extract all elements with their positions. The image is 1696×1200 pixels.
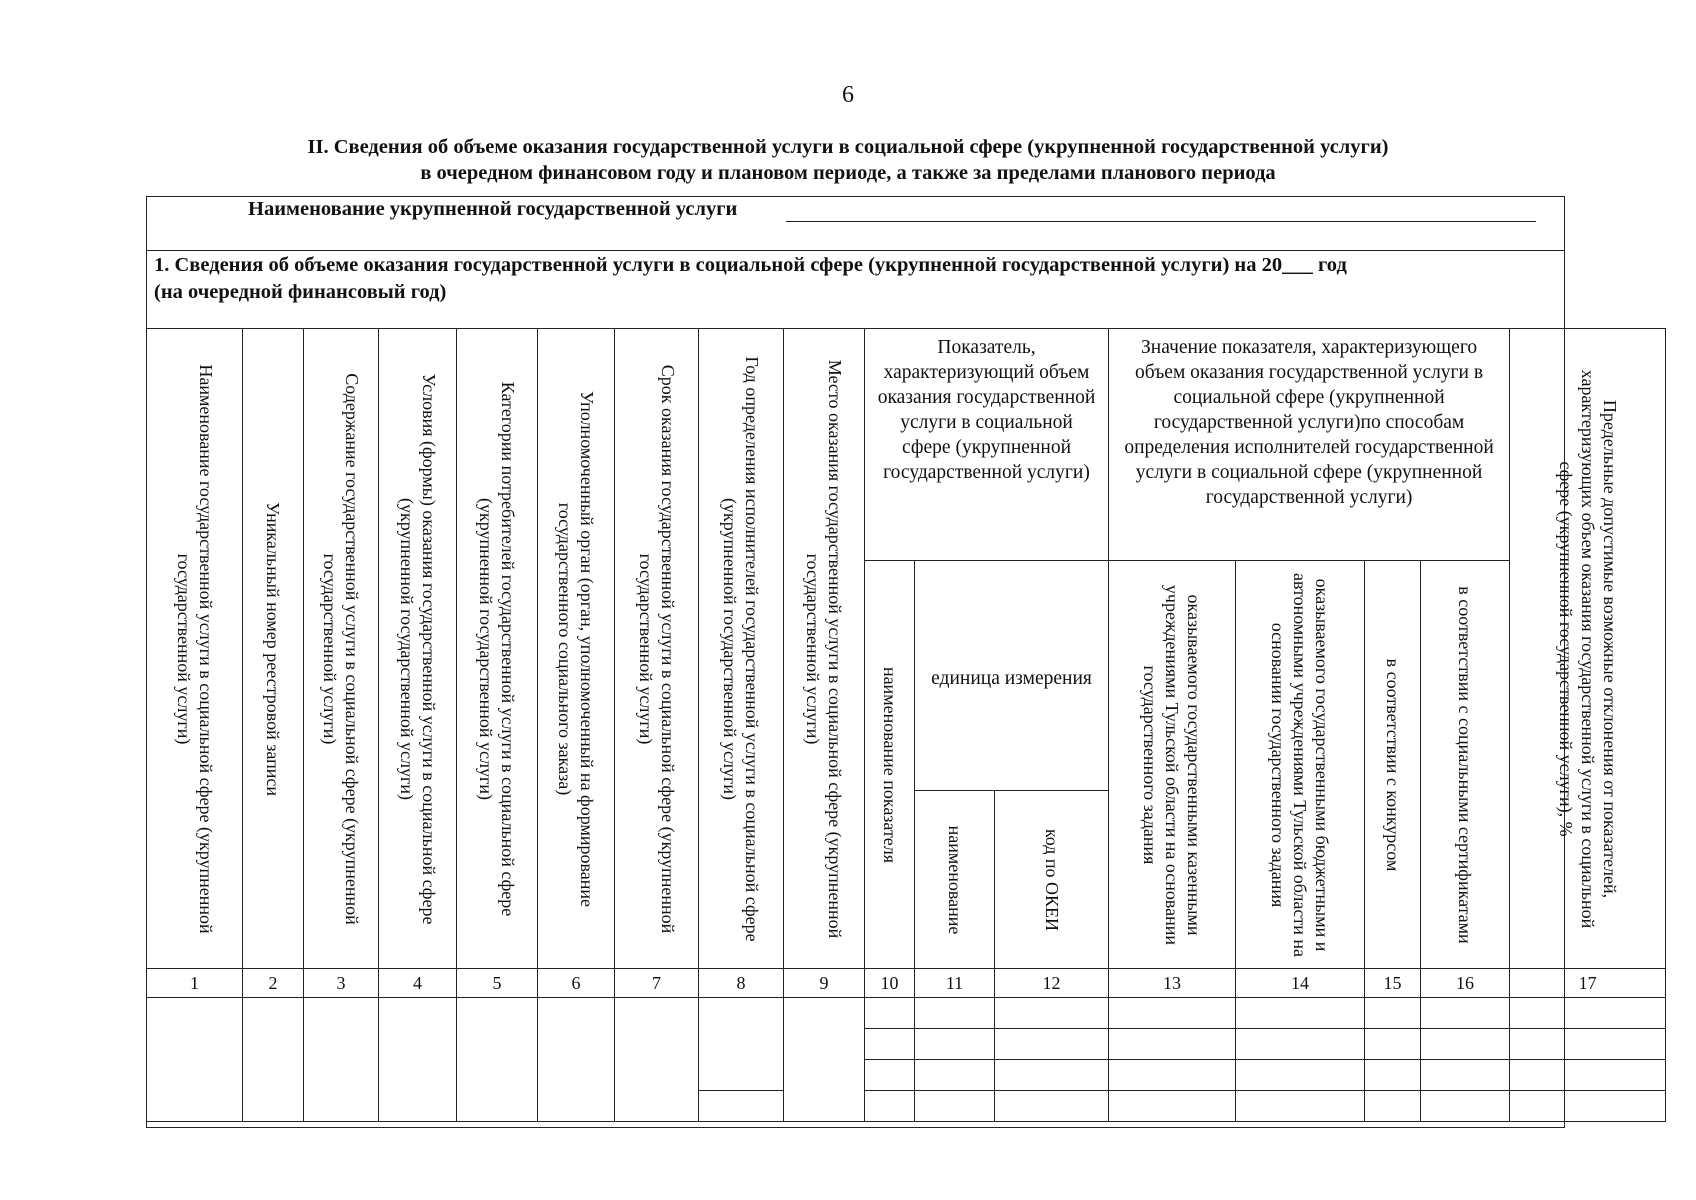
volume-table xyxy=(146,328,1666,1122)
column-number: 17 xyxy=(1510,969,1666,998)
data-cell[interactable] xyxy=(1109,998,1236,1029)
col-header-indicator-name: наименование показателя xyxy=(865,561,915,969)
col-group-indicator-value: Значение показателя, характеризующего объем оказания государственной услуги в социальной сфере (укрупненной государственной услуги)по способам определения исполнителей государственной услуги в социальной сфере (укрупненной государственной услуги) xyxy=(1109,329,1510,561)
data-cell[interactable] xyxy=(995,1029,1109,1060)
data-cell[interactable] xyxy=(1510,1060,1666,1091)
col-header-service-term: Срок оказания государственной услуги в социальной сфере (укрупненной государственной услуги) xyxy=(615,329,699,969)
data-cell[interactable] xyxy=(1109,1060,1236,1091)
column-number-row xyxy=(147,969,1666,998)
data-cell[interactable] xyxy=(915,1091,995,1122)
column-number: 8 xyxy=(699,969,784,998)
data-cell[interactable] xyxy=(1236,1029,1365,1060)
data-cell[interactable] xyxy=(865,1029,915,1060)
column-number: 3 xyxy=(304,969,379,998)
column-number: 12 xyxy=(995,969,1109,998)
data-cell[interactable] xyxy=(915,1060,995,1091)
col-header-authorized-body: Уполномоченный орган (орган, уполномоченный на формирование государственного социального заказа) xyxy=(538,329,615,969)
column-number: 9 xyxy=(784,969,865,998)
column-number: 1 xyxy=(147,969,243,998)
column-number: 7 xyxy=(615,969,699,998)
subsection-heading-line-1: 1. Сведения об объеме оказания государственной услуги в социальной сфере (укрупненной государственной услуги) на 20___ год xyxy=(154,254,1347,276)
subsection-heading xyxy=(154,252,1554,306)
data-cell[interactable] xyxy=(915,998,995,1029)
col-header-by-tender: в соответствии с конкурсом xyxy=(1365,561,1421,969)
col-group-unit: единица измерения xyxy=(915,561,1109,791)
data-cell[interactable] xyxy=(1421,998,1510,1029)
data-cell[interactable] xyxy=(1510,1029,1666,1060)
service-name-blank-line[interactable] xyxy=(786,221,1536,222)
col-header-service-place: Место оказания государственной услуги в социальной сфере (укрупненной государственной услуги) xyxy=(784,329,865,969)
data-cell[interactable] xyxy=(1510,998,1666,1029)
data-cell[interactable] xyxy=(865,1091,915,1122)
data-cell[interactable] xyxy=(915,1029,995,1060)
data-cell[interactable] xyxy=(1365,1091,1421,1122)
col-header-consumer-categories: Категории потребителей государственной услуги в социальной сфере (укрупненной государственной услуги) xyxy=(457,329,538,969)
data-cell[interactable] xyxy=(699,998,784,1091)
table-row xyxy=(147,998,1666,1029)
data-cell[interactable] xyxy=(243,998,304,1122)
data-cell[interactable] xyxy=(1365,1060,1421,1091)
page-number: 6 xyxy=(842,82,854,108)
column-number: 10 xyxy=(865,969,915,998)
data-cell[interactable] xyxy=(1510,1091,1666,1122)
col-header-state-institutions: оказываемого государственными казенными учреждениями Тульской области на основании государственного задания xyxy=(1109,561,1236,969)
data-cell[interactable] xyxy=(1421,1060,1510,1091)
col-header-unit-name: наименование xyxy=(915,791,995,969)
data-cell[interactable] xyxy=(1421,1029,1510,1060)
subsection-heading-line-2: (на очередной финансовый год) xyxy=(154,281,447,303)
col-header-budget-institutions: оказываемого государственными бюджетными и автономными учреждениями Тульской области на основании государственного задания xyxy=(1236,561,1365,969)
service-name-row xyxy=(146,196,1565,251)
section-title xyxy=(0,134,1696,186)
data-cell[interactable] xyxy=(995,1060,1109,1091)
col-header-okei-code: код по ОКЕИ xyxy=(995,791,1109,969)
data-cell[interactable] xyxy=(1109,1091,1236,1122)
data-cell[interactable] xyxy=(304,998,379,1122)
col-group-indicator: Показатель, характеризующий объем оказания государственной услуги в социальной сфере (укрупненной государственной услуги) xyxy=(865,329,1109,561)
data-cell[interactable] xyxy=(1421,1091,1510,1122)
data-cell[interactable] xyxy=(865,998,915,1029)
data-cell[interactable] xyxy=(1236,998,1365,1029)
data-cell[interactable] xyxy=(1236,1060,1365,1091)
data-cell[interactable] xyxy=(1109,1029,1236,1060)
col-header-by-certificates: в соответствии с социальными сертификатами xyxy=(1421,561,1510,969)
column-number: 6 xyxy=(538,969,615,998)
data-cell[interactable] xyxy=(1365,998,1421,1029)
col-header-allowed-deviation: Предельные допустимые возможные отклонения от показателей, характеризующих объем оказания государственной услуги в социальной сфере (укрупненной государственной услуги), % xyxy=(1510,329,1666,969)
column-number: 13 xyxy=(1109,969,1236,998)
column-number: 16 xyxy=(1421,969,1510,998)
data-cell[interactable] xyxy=(995,1091,1109,1122)
section-title-line-2: в очередном финансовом году и плановом периоде, а также за пределами планового периода xyxy=(420,162,1276,184)
data-cell[interactable] xyxy=(1365,1029,1421,1060)
data-cell[interactable] xyxy=(699,1091,784,1122)
column-number: 2 xyxy=(243,969,304,998)
data-cell[interactable] xyxy=(784,998,865,1122)
col-header-service-name: Наименование государственной услуги в социальной сфере (укрупненной государственной услуги) xyxy=(147,329,243,969)
section-title-line-1: II. Сведения об объеме оказания государственной услуги в социальной сфере (укрупненной государственной услуги) xyxy=(307,136,1389,158)
data-cell[interactable] xyxy=(538,998,615,1122)
column-number: 11 xyxy=(915,969,995,998)
data-cell[interactable] xyxy=(615,998,699,1122)
col-header-registry-number: Уникальный номер реестровой записи xyxy=(243,329,304,969)
data-cell[interactable] xyxy=(147,998,243,1122)
service-name-label: Наименование укрупненной государственной услуги xyxy=(248,198,738,220)
column-number: 5 xyxy=(457,969,538,998)
column-number: 4 xyxy=(379,969,457,998)
col-header-service-conditions: Условия (формы) оказания государственной услуги в социальной сфере (укрупненной государственной услуги) xyxy=(379,329,457,969)
data-cell[interactable] xyxy=(379,998,457,1122)
col-header-service-content: Содержание государственной услуги в социальной сфере (укрупненной государственной услуги) xyxy=(304,329,379,969)
column-number: 14 xyxy=(1236,969,1365,998)
data-cell[interactable] xyxy=(1236,1091,1365,1122)
data-cell[interactable] xyxy=(995,998,1109,1029)
column-number: 15 xyxy=(1365,969,1421,998)
col-header-contractor-year: Год определения исполнителей государственной услуги в социальной сфере (укрупненной государственной услуги) xyxy=(699,329,784,969)
data-cell[interactable] xyxy=(865,1060,915,1091)
data-cell[interactable] xyxy=(457,998,538,1122)
